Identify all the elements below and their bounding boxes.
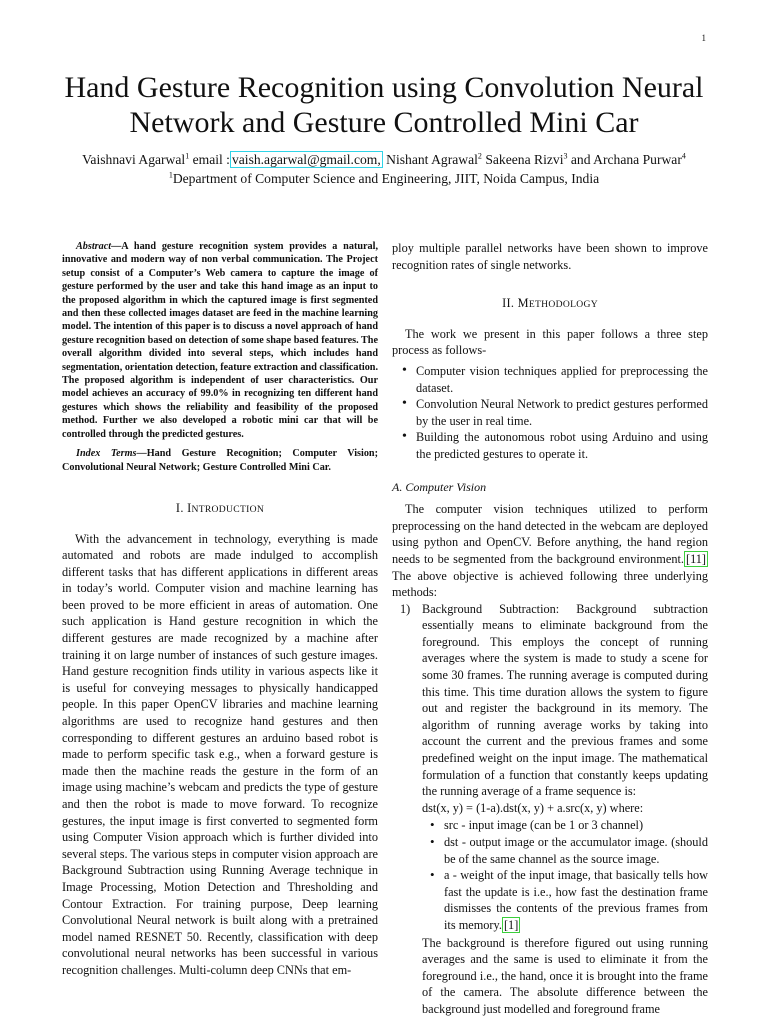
conjunction: and: [570, 152, 591, 167]
methodology-intro: The work we present in this paper follows a three step process as follows-: [392, 326, 708, 358]
section-heading-methodology: [392, 295, 708, 314]
author-name: Sakeena Rizvi: [485, 152, 564, 167]
section-heading-introduction: [62, 500, 378, 519]
citation-link[interactable]: [1]: [503, 917, 519, 932]
list-item: • Building the autonomous robot using Arduino and using the predicted gestures to operate it.: [392, 429, 708, 462]
left-column: [62, 240, 378, 979]
right-column: [392, 240, 708, 1018]
author-name: Archana Purwar: [593, 152, 682, 167]
abstract: [62, 240, 378, 441]
paper-title: Hand Gesture Recognition using Convolution Neural Network and Gesture Controlled Mini Car: [64, 71, 704, 139]
list-item: • Computer vision techniques applied for preprocessing the dataset.: [392, 363, 708, 396]
computer-vision-paragraph: [392, 501, 708, 601]
continued-paragraph: ploy multiple parallel networks have been shown to improve recognition rates of single networks.: [392, 241, 708, 272]
list-item: • Convolution Neural Network to predict gestures performed by the user in real time.: [392, 396, 708, 429]
item-number: 1): [400, 601, 411, 616]
section-numeral: I. I: [175, 500, 192, 515]
list-item-text: a - weight of the input image, that basically tells how fast the update is i.e., how fast the destination frame dismisses the contents of the previous frames from its memory.: [444, 868, 708, 932]
methodology-list: [392, 363, 708, 463]
list-item: • src - input image (can be 1 or 3 channel): [422, 817, 708, 834]
section-title: NTRODUCTION: [191, 503, 265, 515]
list-item: [392, 601, 708, 1018]
page-number: 1: [701, 33, 706, 43]
abstract-lead: Abstract: [76, 241, 112, 252]
email-link[interactable]: vaish.agarwal@gmail.com,: [231, 152, 381, 167]
paragraph-text: The above objective is achieved following three underlying methods:: [392, 568, 708, 600]
index-terms-text: —Hand Gesture Recognition; Computer Vision; Convolutional Neural Network; Gesture Controlled Mini Car.: [62, 448, 378, 473]
item-text: Background Subtraction: Background subtraction essentially means to eliminate background from the foreground. This employs the concept of running averages where the system is made to study a scene for some 30 frames. The running average is computed during this time. This time duration allows the system to figure out and register the background in its memory. The algorithm of running average works by taking into account the current and the previous frames and some predefined weight on the input image. The mathematical formulation of a function that constantly keeps updating the running average of a frame sequence is:: [422, 601, 708, 799]
author-affil-mark: 3: [563, 151, 568, 161]
author-name: Nishant Agrawal: [386, 152, 478, 167]
formula: dst(x, y) = (1-a).dst(x, y) + a.src(x, y) where:: [422, 800, 644, 815]
closing-text: The background is therefore figured out using running averages and the same is used to eliminate it from the foreground i.e., the hand, once it is brought into the frame of the camera. The absolute difference between the background just modelled and foreground frame: [422, 935, 708, 1016]
affiliation-line: [40, 169, 728, 188]
subsection-heading-computer-vision: A. Computer Vision: [392, 479, 487, 494]
author-affil-mark: 4: [681, 151, 686, 161]
citation-link[interactable]: [11]: [685, 551, 706, 566]
affiliation-mark: 1: [168, 170, 173, 180]
paragraph-text: The computer vision techniques utilized to perform preprocessing on the hand detected in the webcam are deployed using python and OpenCV. Before anything, the hand region needs to be segmented from the background environment.: [392, 502, 708, 566]
author-name: Vaishnavi Agarwal: [82, 152, 186, 167]
section-title: ETHODOLOGY: [528, 299, 598, 311]
author-block: [40, 150, 728, 188]
methods-list: [392, 601, 708, 1018]
index-terms: [62, 447, 378, 474]
author-affil-mark: 2: [477, 151, 482, 161]
author-affil-mark: 1: [185, 151, 190, 161]
affiliation: Department of Computer Science and Engineering, JIIT, Noida Campus, India: [172, 171, 600, 186]
email-label: email :: [192, 152, 230, 167]
list-item: [422, 867, 708, 933]
index-terms-lead: Index Terms: [76, 448, 137, 460]
section-numeral: II. M: [502, 296, 529, 311]
formula-terms-list: [422, 817, 708, 933]
introduction-paragraph: With the advancement in technology, everything is made automated and robots are made indulged to accomplish different tasks that has different applications in different areas in today’s world. Computer vision and machine learning has been proved to be more efficient in areas of automation. One such application is Hand gesture recognition in which the different gestures are made recognized by a machine after training it on large number of instances of such gesture images. Hand gesture recognition finds utility in various aspects like it is useful for conveying messages to physically handicapped people. In this paper OpenCV libraries and machine learning algorithms are used to recognize hand gestures and then corresponding to different gestures an arduino based robot is made to perform specific task e.g., when a forward gesture is made then the machine reads the gesture in the form of an image using machine’s webcam and predicts the type of gesture and then the robot is made to move forward. To recognize gestures, the input image is first converted to segmented form using Computer Vision approach which is further divided into several steps. The various steps in computer vision approach are Background Subtraction using Running Average technique in Image Processing, Motion Detection and Thresholding and Contour Extraction. For training purpose, Deep learning Convolutional Neural network is built along with a pretrained model named RESNET 50. Recently, classification with deep convolutional neural networks has been successful in various recognition challenges. Multi-column deep CNNs that em-: [62, 531, 378, 977]
list-item: • dst - output image or the accumulator image. (should be of the same channel as the source image.: [422, 834, 708, 867]
author-line: [40, 150, 728, 169]
abstract-text: —A hand gesture recognition system provides a natural, innovative and modern way of non verbal communication. The Project setup consist of a Computer’s Web camera to capture the image of gesture performed by the user and take this hand image as an input to the proposed algorithm in which the captured image is first segmented and then these collected images dataset are feed in the machine learning model. The intention of this paper is to discuss a novel approach of hand gesture recognition based on detection of some shape based features. The overall algorithm divided into several steps, which includes hand segmentation, orientation detection, feature extraction and classification. The proposed algorithm is independent of user characteristics. Our model achieves an accuracy of 99.0% in recognizing ten different hand gestures which shows the reliability and feasibility of the proposed method. Further we also developed a robotic mini car that will be controlled through the predicted gestures.: [62, 241, 378, 440]
